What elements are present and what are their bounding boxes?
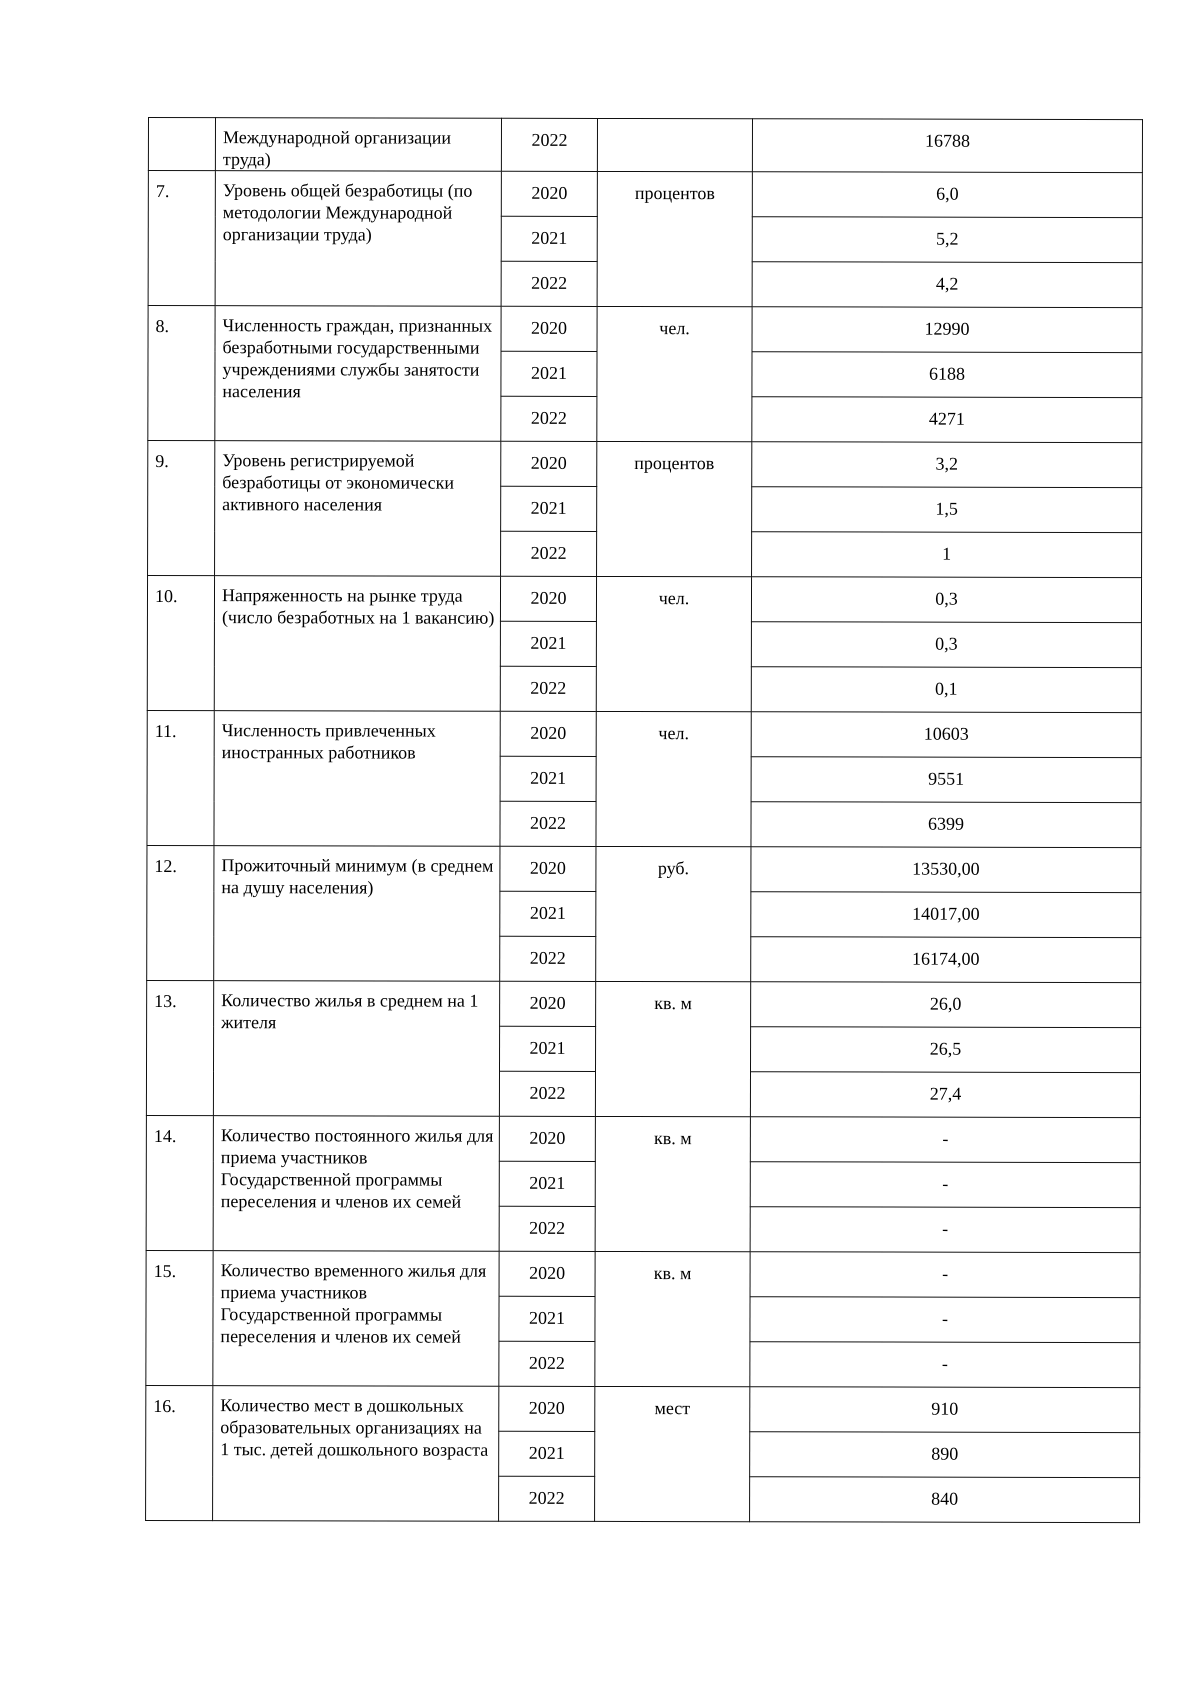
row-number-cell: 14. [146,1115,213,1250]
year-cell: 2022 [500,666,596,711]
value-cell: 13530,00 [751,847,1141,893]
year-cell: 2020 [499,1251,595,1296]
table-row [147,845,1141,892]
continuation-row [148,118,1142,173]
year-cell: 2021 [501,351,597,396]
year-cell: 2021 [499,1431,595,1476]
row-number-cell: 16. [146,1385,213,1520]
value-cell: - [750,1117,1140,1163]
indicator-name: Количество жилья в среднем на 1 жителя [213,981,499,1117]
year-cell: 2020 [500,576,596,621]
value-cell: 4,2 [752,262,1142,308]
year-cell: 2020 [500,711,596,756]
indicator-name: Напряженность на рынке труда (число безработных на 1 вакансию) [214,576,500,712]
value-cell: 4271 [752,397,1142,443]
value-cell: 6,0 [752,172,1142,218]
year-cell: 2022 [500,936,596,981]
year-cell: 2020 [501,441,597,486]
table-row [148,171,1142,218]
year-cell: 2020 [500,981,596,1026]
year-cell: 2020 [500,846,596,891]
year-cell: 2022 [501,396,597,441]
year-cell: 2021 [501,486,597,531]
value-cell: 9551 [751,757,1141,803]
unit-cell [597,118,752,171]
row-number-cell [148,118,215,171]
row-number-cell: 8. [148,306,215,441]
value-cell: 5,2 [752,217,1142,263]
unit-cell: чел. [597,306,752,441]
row-number-cell: 7. [148,171,215,306]
indicator-name: Уровень регистрируемой безработицы от экономически активного населения [215,441,501,577]
year-cell: 2022 [500,801,596,846]
year-cell: 2022 [499,1476,595,1521]
value-cell: - [750,1297,1140,1343]
indicator-name: Численность граждан, признанных безработными государственными учреждениями службы занятости населения [215,306,501,442]
year-cell: 2021 [499,1161,595,1206]
unit-cell: чел. [596,711,751,846]
row-number-cell: 12. [147,845,214,980]
indicator-name: Количество мест в дошкольных образовательных организациях на 1 тыс. детей дошкольного возраста [213,1386,499,1522]
value-cell: 16788 [752,119,1142,173]
row-number-cell: 10. [147,576,214,711]
year-cell: 2022 [499,1341,595,1386]
indicators-table [145,117,1143,1523]
unit-cell: руб. [596,846,751,981]
value-cell: 6188 [752,352,1142,398]
value-cell: 890 [750,1432,1140,1478]
year-cell: 2021 [499,1296,595,1341]
unit-cell: мест [595,1386,750,1521]
value-cell: - [750,1207,1140,1253]
value-cell: 6399 [751,802,1141,848]
year-cell: 2022 [501,261,597,306]
indicators-table-body [146,118,1143,1523]
value-cell: 26,0 [751,982,1141,1028]
year-cell: 2022 [501,531,597,576]
value-cell: 12990 [752,307,1142,353]
table-row [146,1115,1140,1162]
row-number-cell: 9. [148,441,215,576]
value-cell: 910 [750,1387,1140,1433]
year-cell: 2020 [501,171,597,216]
value-cell: 0,1 [751,667,1141,713]
table-row [146,1385,1140,1432]
year-cell: 2020 [501,306,597,351]
value-cell: - [750,1162,1140,1208]
unit-cell: кв. м [595,1251,750,1386]
value-cell: - [750,1252,1140,1298]
indicator-name: Уровень общей безработицы (по методологии Международной организации труда) [215,171,501,307]
unit-cell: процентов [597,171,752,306]
unit-cell: кв. м [595,981,750,1116]
row-number-cell: 15. [146,1250,213,1385]
row-number-cell: 11. [147,710,214,845]
year-cell: 2021 [500,756,596,801]
unit-cell: процентов [597,441,752,576]
value-cell: 1 [752,532,1142,578]
year-cell: 2022 [501,118,597,171]
value-cell: 26,5 [751,1027,1141,1073]
value-cell: - [750,1342,1140,1388]
table-row [147,980,1141,1027]
year-cell: 2021 [500,891,596,936]
year-cell: 2022 [499,1206,595,1251]
unit-cell: чел. [596,576,751,711]
year-cell: 2020 [499,1386,595,1431]
value-cell: 10603 [751,712,1141,758]
unit-cell: кв. м [595,1116,750,1251]
year-cell: 2021 [500,1026,596,1071]
table-row [148,441,1142,488]
table-row [148,306,1142,353]
indicator-name: Количество постоянного жилья для приема участников Государственной программы переселения и членов их семей [213,1116,499,1252]
year-cell: 2021 [500,621,596,666]
value-cell: 3,2 [752,442,1142,488]
value-cell: 840 [750,1477,1140,1523]
row-number-cell: 13. [146,980,213,1115]
indicator-name: Численность привлеченных иностранных работников [214,711,500,847]
value-cell: 16174,00 [751,937,1141,983]
indicator-name: Прожиточный минимум (в среднем на душу населения) [214,846,500,982]
year-cell: 2022 [499,1071,595,1116]
value-cell: 0,3 [751,577,1141,623]
value-cell: 0,3 [751,622,1141,668]
value-cell: 27,4 [750,1072,1140,1118]
table-row [146,1250,1140,1297]
year-cell: 2020 [499,1116,595,1161]
value-cell: 1,5 [752,487,1142,533]
table-row [147,710,1141,757]
indicator-name: Международной организации труда) [215,118,501,172]
table-row [147,576,1141,623]
indicator-name: Количество временного жилья для приема участников Государственной программы переселения и членов их семей [213,1251,499,1387]
value-cell: 14017,00 [751,892,1141,938]
year-cell: 2021 [501,216,597,261]
